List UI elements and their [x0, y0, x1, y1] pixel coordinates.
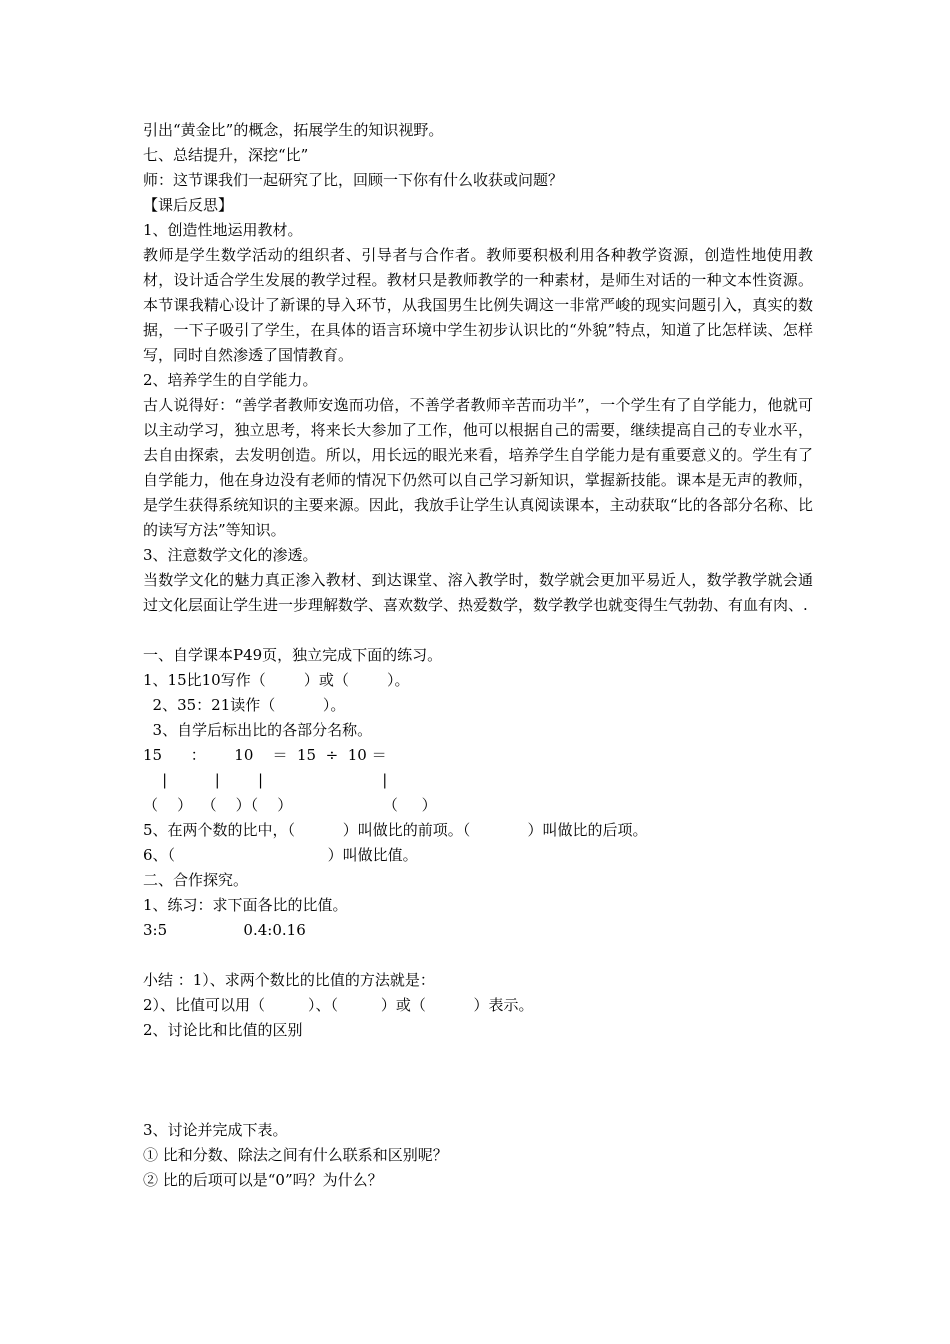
- exercise-item: 2、讨论比和比值的区别: [143, 1021, 303, 1039]
- exercise-item: 1、练习：求下面各比的比值。: [143, 896, 348, 914]
- ratio-expression: 15 ： 10 ＝ 15 ÷ 10 ＝: [143, 746, 387, 764]
- paragraph: 当数学文化的魅力真正渗入教材、到达课堂、溶入教学时，数学就会更加平易近人，数学教学就会通过文化层面让学生进一步理解数学、喜欢数学、热爱数学，数学教学也就变得生气勃勃、有血有肉、.: [143, 571, 813, 614]
- subheading: 2、培养学生的自学能力。: [143, 371, 318, 389]
- exercise-item: 2、35：21读作（ ）。: [143, 696, 346, 714]
- document-body: [143, 118, 813, 1193]
- paragraph: 古人说得好：“善学者教师安逸而功倍，不善学者教师辛苦而功半”，一个学生有了自学能力，他就可以主动学习，独立思考，将来长大参加了工作，他可以根据自己的需要，继续提高自己的专业水平，去自由探索，去发明创造。所以，用长远的眼光来看，培养学生自学能力是有重要意义的。学生有了自学能力，他在身边没有老师的情况下仍然可以自己学习新知识，掌握新技能。课本是无声的教师，是学生获得系统知识的主要来源。因此，我放手让学生认真阅读课本，主动获取“比的各部分名称、比的读写方法”等知识。: [143, 396, 813, 539]
- spacer: [143, 1043, 813, 1093]
- spacer: [143, 1093, 813, 1118]
- summary-line: 2）、比值可以用（ ）、（ ）或（ ）表示。: [143, 996, 534, 1014]
- subheading: 1、创造性地运用教材。: [143, 221, 303, 239]
- spacer: [143, 943, 813, 968]
- exercise-item: 3、自学后标出比的各部分名称。: [143, 721, 373, 739]
- exercise-item: 1、15比10写作（ ）或（ ）。: [143, 671, 410, 689]
- ratio-markers: | | | |: [143, 771, 388, 789]
- ratio-blanks: （ ） （ ）（ ） （ ）: [143, 796, 437, 814]
- text-line: 师：这节课我们一起研究了比，回顾一下你有什么收获或问题？: [143, 171, 564, 189]
- ratio-problems: 3:5 0.4:0.16: [143, 921, 306, 939]
- spacer: [143, 618, 813, 643]
- subheading: 3、注意数学文化的渗透。: [143, 546, 318, 564]
- summary-line: 小结 ：1）、求两个数比的比值的方法就是：: [143, 971, 435, 989]
- section-heading: 七、总结提升，深挖“比”: [143, 146, 309, 164]
- section-heading: 【课后反思】: [143, 196, 234, 214]
- question-line: ① 比和分数、除法之间有什么联系和区别呢？: [143, 1146, 448, 1164]
- exercise-item: 6、（ ）叫做比值。: [143, 846, 418, 864]
- paragraph: 教师是学生数学活动的组织者、引导者与合作者。教师要积极利用各种教学资源，创造性地使用教材，设计适合学生发展的教学过程。教材只是教师教学的一种素材，是师生对话的一种文本性资源。本节课我精心设计了新课的导入环节，从我国男生比例失调这一非常严峻的现实问题引入，真实的数据，一下子吸引了学生，在具体的语言环境中学生初步认识比的“外貌”特点，知道了比怎样读、怎样写，同时自然渗透了国情教育。: [143, 246, 813, 364]
- text-line: 引出“黄金比”的概念，拓展学生的知识视野。: [143, 121, 444, 139]
- question-line: ② 比的后项可以是“0”吗？为什么？: [143, 1171, 383, 1189]
- exercise-item: 3、讨论并完成下表。: [143, 1121, 288, 1139]
- section-heading: 二、合作探究。: [143, 871, 249, 889]
- exercise-item: 5、在两个数的比中，（ ）叫做比的前项。（ ）叫做比的后项。: [143, 821, 648, 839]
- exercise-heading: 一、自学课本P49页，独立完成下面的练习。: [143, 646, 443, 664]
